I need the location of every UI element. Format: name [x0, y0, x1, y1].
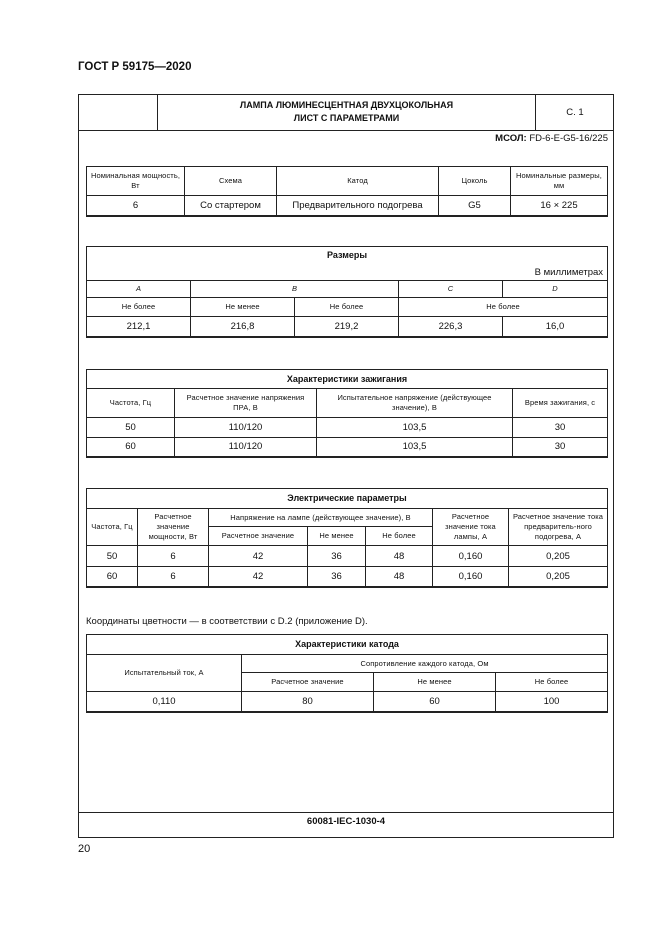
cathode-header-max: Не более [496, 673, 608, 692]
dim-value-b-max: 219,2 [295, 317, 399, 337]
footer-divider [78, 812, 614, 813]
table-row [87, 546, 608, 567]
table-row [87, 567, 608, 587]
table-row [87, 692, 608, 712]
sheet-title-line2: ЛИСТ С ПАРАМЕТРАМИ [293, 113, 400, 123]
cathode-table [86, 634, 608, 713]
mcol-label: МСОЛ: [495, 133, 527, 144]
ignition-header-time: Время зажигания, с [513, 389, 608, 418]
value-base: G5 [439, 196, 511, 216]
table-row [87, 418, 608, 438]
cathode-header-min: Не менее [374, 673, 496, 692]
general-table [86, 166, 608, 217]
standard-number: ГОСТ Р 59175—2020 [78, 61, 192, 73]
dim-limit-cd: Не более [399, 298, 608, 317]
mcol-value: FD-6-E-G5-16/225 [529, 133, 608, 144]
electrical-cell: 48 [366, 546, 433, 567]
electrical-header-power: Расчетное значение мощности, Вт [138, 509, 209, 546]
electrical-header-preheat: Расчетное значение тока предваритель-ного подогрева, А [509, 509, 608, 546]
electrical-cell: 36 [308, 546, 366, 567]
cathode-header-test-current: Испытательный ток, А [87, 655, 242, 692]
electrical-title: Электрические параметры [87, 489, 608, 509]
cathode-cell: 80 [242, 692, 374, 712]
header-scheme: Схема [185, 167, 277, 196]
cathode-cell: 0,110 [87, 692, 242, 712]
electrical-header-v-min: Не менее [308, 527, 366, 546]
ignition-cell: 60 [87, 438, 175, 457]
sheet-code: 60081-IEC-1030-4 [306, 816, 386, 827]
header-cathode: Катод [277, 167, 439, 196]
dim-letter-b: B [191, 281, 399, 298]
header-base: Цоколь [439, 167, 511, 196]
value-scheme: Со стартером [185, 196, 277, 216]
electrical-cell: 50 [87, 546, 138, 567]
electrical-cell: 0,160 [433, 567, 509, 587]
sheet-title-line1: ЛАМПА ЛЮМИНЕСЦЕНТНАЯ ДВУХЦОКОЛЬНАЯ [239, 100, 454, 110]
dim-letter-a: A [87, 281, 191, 298]
electrical-cell: 6 [138, 567, 209, 587]
ignition-cell: 50 [87, 418, 175, 438]
electrical-cell: 48 [366, 567, 433, 587]
ignition-cell: 103,5 [317, 438, 513, 457]
cathode-title: Характеристики катода [87, 635, 608, 655]
ignition-cell: 110/120 [175, 438, 317, 457]
dimensions-table [86, 246, 608, 338]
electrical-header-frequency: Частота, Гц [87, 509, 138, 546]
cathode-header-resistance: Сопротивление каждого катода, Ом [242, 655, 608, 673]
ignition-header-ballast: Расчетное значение напряжения ПРА, В [175, 389, 317, 418]
electrical-header-v-calc: Расчетное значение [209, 527, 308, 546]
sheet-title [158, 94, 536, 130]
header-left-cell [78, 94, 158, 130]
ignition-cell: 30 [513, 418, 608, 438]
page-number: 20 [78, 843, 91, 855]
value-power: 6 [87, 196, 185, 216]
ignition-table [86, 369, 608, 458]
electrical-cell: 0,205 [509, 546, 608, 567]
electrical-table [86, 488, 608, 588]
electrical-cell: 60 [87, 567, 138, 587]
dim-letter-d: D [503, 281, 608, 298]
ignition-header-test-voltage: Испытательное напряжение (действующее значение), В [317, 389, 513, 418]
ignition-cell: 103,5 [317, 418, 513, 438]
electrical-cell: 42 [209, 567, 308, 587]
table-row [87, 438, 608, 457]
sheet-number: С. 1 [566, 106, 584, 118]
electrical-cell: 0,160 [433, 546, 509, 567]
electrical-cell: 42 [209, 546, 308, 567]
header-power: Номинальная мощность, Вт [87, 167, 185, 196]
dim-value-c: 226,3 [399, 317, 503, 337]
header-dimensions: Номинальные размеры, мм [511, 167, 608, 196]
dim-letter-c: C [399, 281, 503, 298]
cathode-cell: 100 [496, 692, 608, 712]
dim-value-b-min: 216,8 [191, 317, 295, 337]
electrical-cell: 36 [308, 567, 366, 587]
dim-limit-b-max: Не более [295, 298, 399, 317]
ignition-title: Характеристики зажигания [87, 370, 608, 389]
dimensions-title: Размеры [87, 247, 608, 265]
dim-value-a: 212,1 [87, 317, 191, 337]
dimensions-unit: В миллиметрах [87, 265, 608, 281]
mcol-designation [495, 133, 608, 144]
value-dimensions: 16 × 225 [511, 196, 608, 216]
electrical-cell: 6 [138, 546, 209, 567]
dim-limit-a: Не более [87, 298, 191, 317]
header-divider [78, 130, 614, 131]
electrical-header-current: Расчетное значение тока лампы, А [433, 509, 509, 546]
chromaticity-note: Координаты цветности — в соответствии с D.2 (приложение D). [86, 616, 368, 627]
ignition-cell: 110/120 [175, 418, 317, 438]
electrical-header-v-max: Не более [366, 527, 433, 546]
dim-limit-b-min: Не менее [191, 298, 295, 317]
cathode-header-calc: Расчетное значение [242, 673, 374, 692]
ignition-cell: 30 [513, 438, 608, 457]
cathode-cell: 60 [374, 692, 496, 712]
dim-value-d: 16,0 [503, 317, 608, 337]
electrical-header-voltage: Напряжение на лампе (действующее значение), В [209, 509, 433, 527]
ignition-header-frequency: Частота, Гц [87, 389, 175, 418]
value-cathode: Предварительного подогрева [277, 196, 439, 216]
electrical-cell: 0,205 [509, 567, 608, 587]
